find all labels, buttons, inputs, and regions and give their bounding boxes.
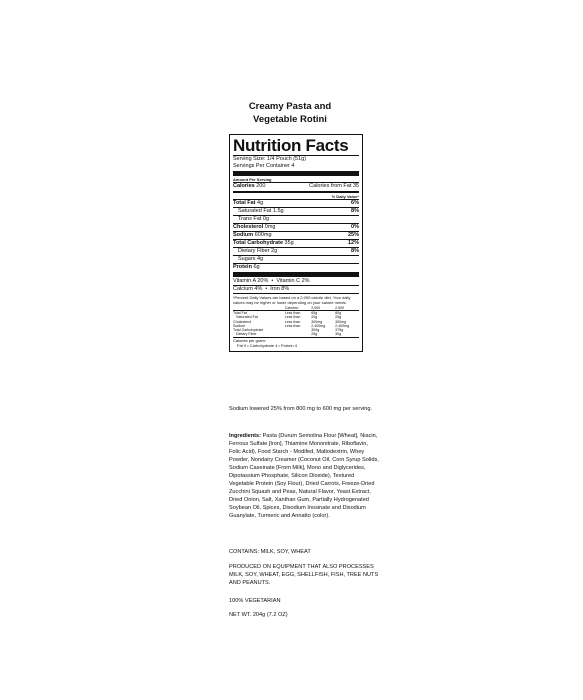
equipment-statement [229, 563, 379, 587]
vitamin-c: Vitamin C 2% [276, 278, 310, 284]
table-cell: 2,000 [311, 306, 335, 311]
table-cell: 2,500 [335, 306, 359, 311]
calories-value: 200 [256, 183, 266, 189]
table-cell: Dietary Fiber [236, 332, 257, 337]
table-cell: 300mg [335, 319, 347, 324]
net-weight [229, 611, 379, 619]
nutrient-dv: 8% [351, 248, 359, 254]
table-cell: Calories: [285, 306, 312, 311]
table-cell [285, 332, 312, 336]
table-cell: 375g [335, 328, 344, 333]
minerals-row [233, 286, 359, 293]
table-cell: Cholesterol [233, 319, 252, 324]
table-cell: 20g [311, 315, 318, 320]
table-row [233, 332, 359, 336]
nutrient-row-dietary-fiber [233, 248, 359, 255]
amount-per-serving: Amount Per Serving [233, 177, 272, 182]
nutrient-dv: 8% [351, 208, 359, 214]
vitamin-a: Vitamin A 20% [233, 278, 269, 284]
table-cell: 65g [311, 311, 318, 316]
table-cell: 25g [335, 315, 342, 320]
nutrient-name: Trans Fat [238, 216, 262, 222]
iron: Iron 8% [270, 286, 290, 292]
table-row [233, 315, 359, 319]
product-title: Creamy Pasta and Vegetable Rotini [248, 101, 332, 125]
calories-from-fat: Calories from Fat 35 [309, 183, 359, 189]
nutrient-amount: 4g [256, 256, 264, 262]
nutrient-dv: 0% [351, 224, 359, 230]
daily-values-table [233, 306, 359, 336]
bullet-separator: • [271, 278, 274, 284]
nutrient-row-total-carbohydrate [233, 240, 359, 247]
nutrient-row-sugars [233, 256, 359, 263]
table-cell: Saturated Fat [236, 315, 258, 320]
nutrient-name: Cholesterol [233, 224, 264, 230]
equipment-text: PRODUCED ON EQUIPMENT THAT ALSO PROCESSES MILK, SOY, WHEAT, EGG, SHELLFISH, FISH, TREE NUTS AND PEANUTS. [229, 564, 379, 586]
nutrient-row-total-fat [233, 200, 359, 207]
nutrient-amount: 600mg [254, 232, 272, 238]
bullet-separator: • [265, 286, 268, 292]
nutrient-amount: 6g [253, 264, 260, 270]
table-cell: 80g [335, 311, 342, 316]
nutrient-amount: 0mg [264, 224, 276, 230]
nutrient-amount: 35g [284, 240, 294, 246]
table-cell: Less than [284, 311, 301, 316]
nutrient-name: Total Fat [233, 200, 256, 206]
nutrient-name: Sugars [238, 256, 256, 262]
sodium-claim [229, 405, 379, 413]
nutrient-row-trans-fat [233, 216, 359, 223]
nutrient-name: Total Carbohydrate [233, 240, 284, 246]
table-cell: 30g [335, 332, 342, 337]
allergen-contains [229, 548, 379, 556]
nutrient-name: Protein [233, 264, 252, 270]
table-cell: Total Fat [233, 311, 247, 316]
nutrient-row-saturated-fat [233, 208, 359, 215]
ingredients-text: Pasta (Durum Semolina Flour [Wheat], Niacin, Ferrous Sulfate [Iron], Thiamine Mononitrate, Riboflavin, Folic Acid), Food Starch - Modifed, Maltodextrin, Whey Powder, Nondairy Creamer (Coconut Oil, Corn Syrup Solids, Sodium Caseinate [From Milk], Mono and Diglycerides, Dipotassium Phosphate, Silicon Dioxide), Textured Vegetable Protein (Soy Flour), Dried Carrots, Freeze-Dried Zucchini Squash and Peas, Natural Flavor, Yeast Extract, Dried Onion, Salt, Xanthan Gum, Partially Hydrogenated Soybean Oil, Spices, Disodium Inosinate and Disodium Guanylate, Turmeric and Annatto (color). [229, 433, 379, 519]
table-cell: Less than [284, 323, 301, 328]
nutrient-row-sodium [233, 232, 359, 239]
sodium-claim-text: Sodium lowered 25% from 800 mg to 600 mg per serving. [229, 406, 373, 412]
table-cell: 300g [311, 328, 320, 333]
ingredients [229, 432, 379, 520]
table-cell: Sodium [233, 323, 246, 328]
servings-per-container: Servings Per Container 4 [233, 163, 295, 169]
table-cell: 300mg [311, 319, 323, 324]
nutrient-row-protein [233, 264, 359, 271]
nutrition-facts-label [229, 134, 363, 352]
nutrient-dv: 6% [351, 200, 359, 206]
table-cell: Less than [284, 319, 301, 324]
nutrient-row-cholesterol [233, 224, 359, 231]
nutrient-name: Saturated Fat [238, 208, 272, 214]
nutrient-amount: 0g [262, 216, 269, 222]
table-cell: 25g [311, 332, 318, 337]
table-cell: 2,400mg [335, 323, 350, 328]
net-weight-text: NET WT. 204g (7.2 OZ) [229, 612, 288, 618]
ingredients-label: Ingredients: [229, 433, 262, 439]
calcium: Calcium 4% [233, 286, 263, 292]
contains-text: CONTAINS: MILK, SOY, WHEAT [229, 549, 311, 555]
footnote: *Percent Daily Values are based on a 2,000 calorie diet. Your daily values may be higher or lower depending on your calorie needs: [233, 295, 351, 305]
vegetarian-statement [229, 597, 379, 605]
calories-label: Calories [233, 183, 255, 189]
vitamins-row [233, 278, 359, 285]
serving-size: Serving Size: 1/4 Pouch (51g) [233, 156, 307, 162]
table-cell: 2,400mg [311, 323, 326, 328]
daily-value-header: % Daily Value* [331, 194, 359, 199]
nutrient-amount: 4g [257, 200, 264, 206]
calories-row [233, 183, 359, 190]
nutrient-dv: 12% [347, 240, 359, 246]
calories-per-gram: Fat 9 • Carbohydrate 4 • Protein 4 [237, 343, 297, 349]
table-cell: Total Carbohydrate [233, 328, 264, 333]
nutrient-amount: 2g [271, 248, 278, 254]
nutrition-facts-heading: Nutrition Facts [233, 136, 349, 155]
nutrient-dv: 25% [347, 232, 359, 238]
nutrient-name: Sodium [233, 232, 254, 238]
table-cell: Less than [284, 315, 301, 320]
calories-per-gram-label: Calories per gram: [233, 338, 266, 344]
vegetarian-text: 100% VEGETARIAN [229, 598, 281, 604]
nutrient-amount: 1.5g [272, 208, 284, 214]
nutrient-name: Dietary Fiber [238, 248, 270, 254]
